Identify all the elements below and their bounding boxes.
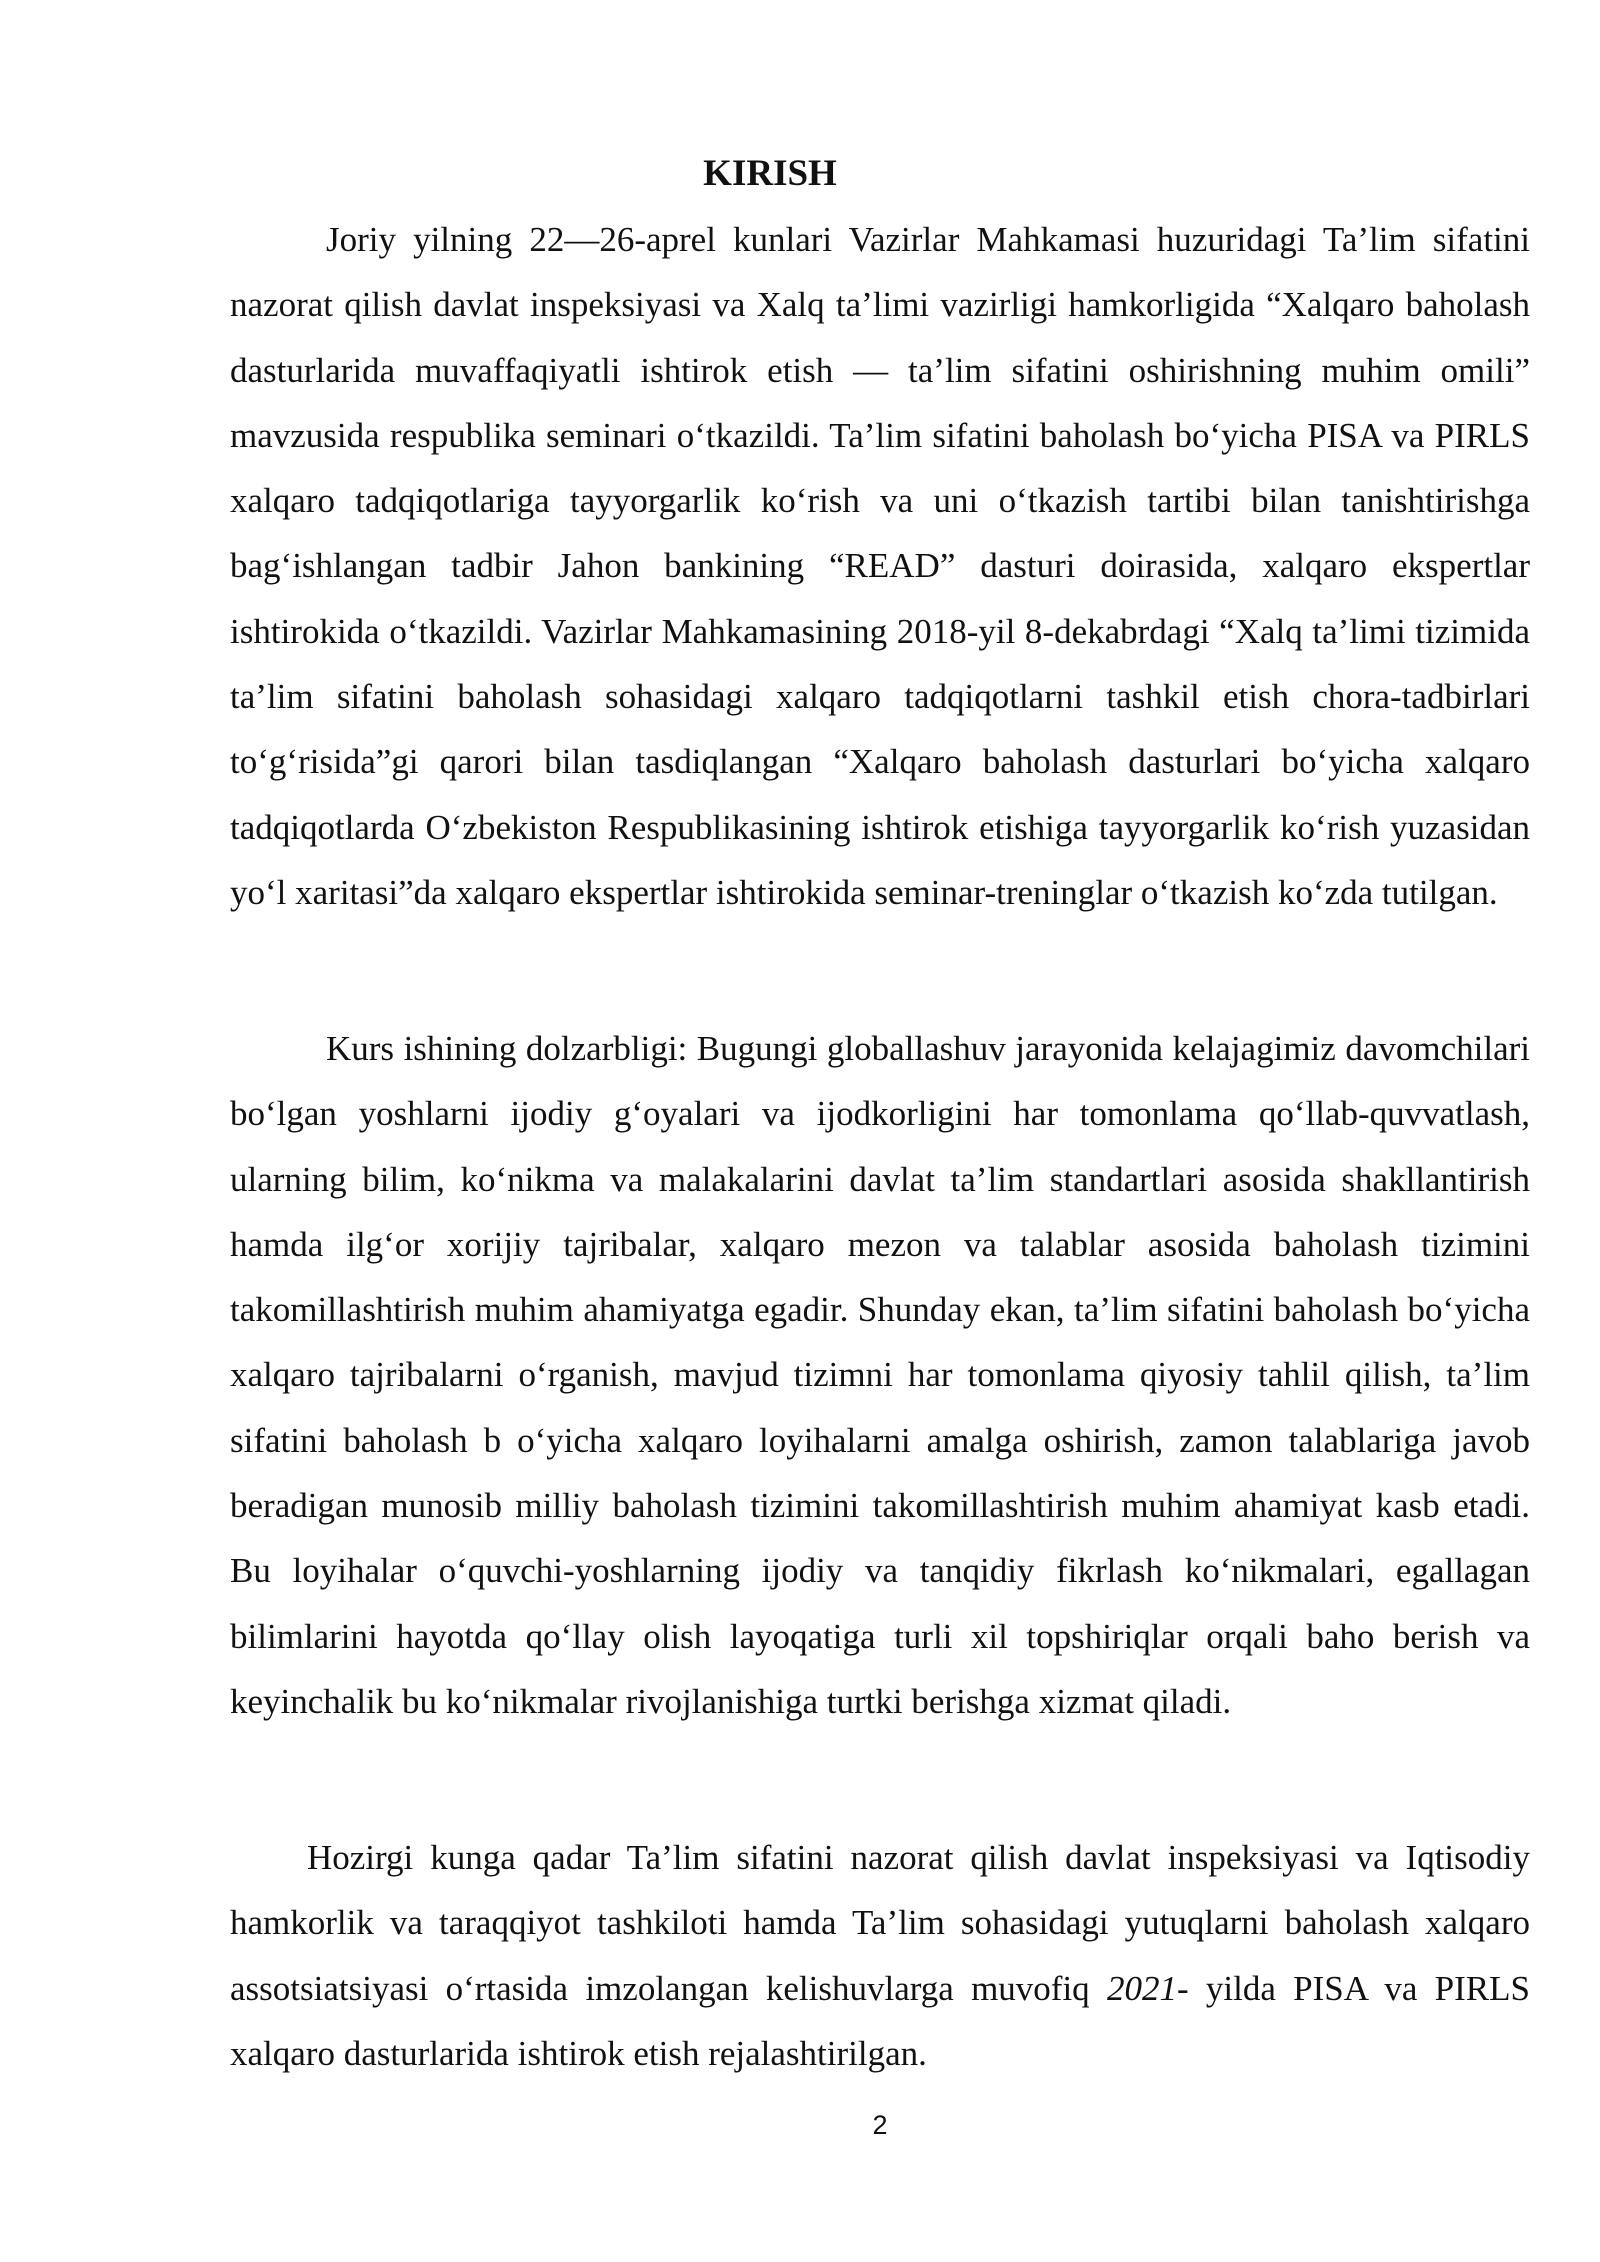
paragraph-plans-text-end: yilda PISA va PIRLS xalqaro dasturlarida ishtirok etish rejalashtirilgan. <box>230 1968 1530 2073</box>
paragraph-plans-year: 2021- <box>1106 1968 1189 2008</box>
page-title: KIRISH <box>703 153 837 194</box>
paragraph-relevance: Kurs ishining dolzarbligi: Bugungi globallashuv jarayonida kelajagimiz davomchilari bo‘lgan yoshlarni ijodiy g‘oyalari va ijodkorligini har tomonlama qo‘llab-quvvatlash, ularning bilim, ko‘nikma va malakalarini davlat ta’lim standartlari asosida shakllantirish hamda ilg‘or xorijiy tajribalar, xalqaro mezon va talablar asosida baholash tizimini takomillashtirish muhim ahamiyatga egadir. Shunday ekan, ta’lim sifatini baholash bo‘yicha xalqaro tajribalarni o‘rganish, mavjud tizimni har tomonlama qiyosiy tahlil qilish, ta’lim sifatini baholash b o‘yicha xalqaro loyihalarni amalga oshirish, zamon talablariga javob beradigan munosib milliy baholash tizimini takomillashtirish muhim ahamiyat kasb etadi. Bu loyihalar o‘quvchi-yoshlarning ijodiy va tanqidiy fikrlash ko‘nikmalari, egallagan bilimlarini hayotda qo‘llay olish layoqatiga turli xil topshiriqlar orqali baho berish va keyinchalik bu ko‘nikmalar rivojlanishiga turtki berishga xizmat qiladi. <box>230 1029 1530 1721</box>
page-number: 2 <box>872 2110 888 2140</box>
paragraph-plans <box>230 1825 1530 2086</box>
paragraph-plans-text: Hozirgi kunga qadar Ta’lim sifatini nazorat qilish davlat inspeksiyasi va Iqtisodiy hamkorlik va taraqqiyot tashkiloti hamda Ta’lim sohasidagi yutuqlarni baholash xalqaro assotsiatsiyasi o‘rtasida imzolangan kelishuvlarga muvofiq <box>230 1838 1530 2008</box>
paragraph-introduction: Joriy yilning 22—26-aprel kunlari Vazirlar Mahkamasi huzuridagi Ta’lim sifatini nazorat qilish davlat inspeksiyasi va Xalq ta’limi vazirligi hamkorligida “Xalqaro baholash dasturlarida muvaffaqiyatli ishtirok etish — ta’lim sifatini oshirishning muhim omili” mavzusida respublika seminari o‘tkazildi. Ta’lim sifatini baholash bo‘yicha PISA va PIRLS xalqaro tadqiqotlariga tayyorgarlik ko‘rish va uni o‘tkazish tartibi bilan tanishtirishga bag‘ishlangan tadbir Jahon bankining “READ” dasturi doirasida, xalqaro ekspertlar ishtirokida o‘tkazildi. Vazirlar Mahkamasining 2018-yil 8-dekabrdagi “Xalq ta’limi tizimida ta’lim sifatini baholash sohasidagi xalqaro tadqiqotlarni tashkil etish chora-tadbirlari to‘g‘risida”gi qarori bilan tasdiqlangan “Xalqaro baholash dasturlari bo‘yicha xalqaro tadqiqotlarda O‘zbekiston Respublikasining ishtirok etishiga tayyorgarlik ko‘rish yuzasidan yo‘l xaritasi”da xalqaro ekspertlar ishtirokida seminar-treninglar o‘tkazish ko‘zda tutilgan. <box>230 220 1530 912</box>
